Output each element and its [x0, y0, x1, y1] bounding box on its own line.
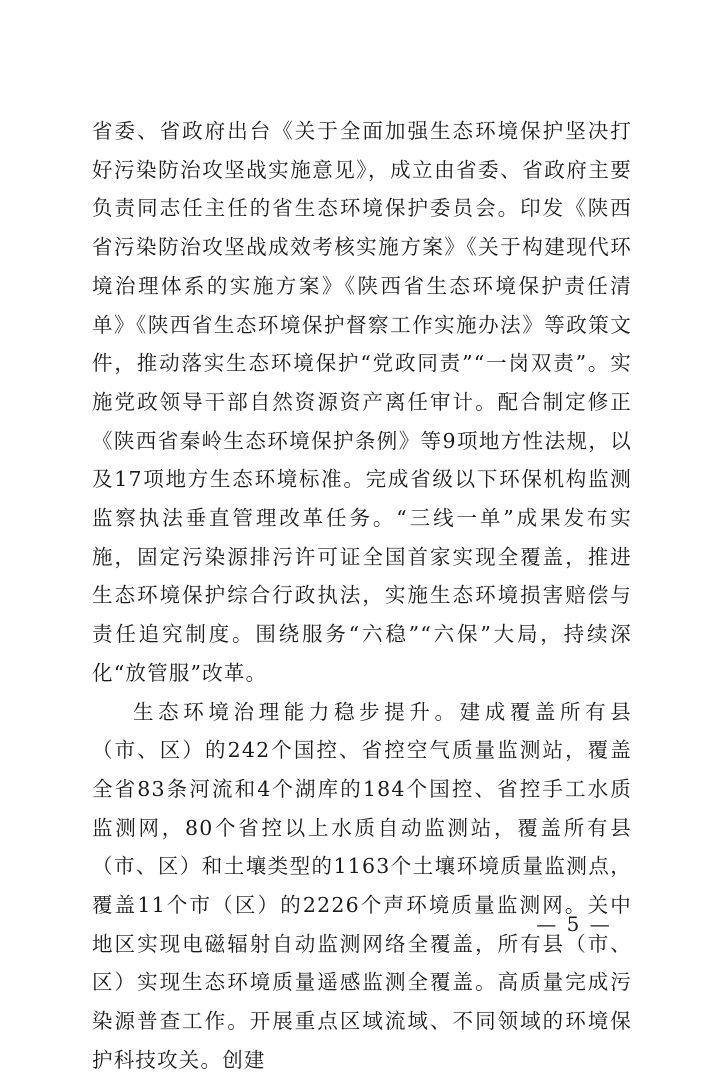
page-number: — 5 —	[536, 912, 612, 936]
paragraph-continued: 省委、省政府出台《关于全面加强生态环境保护坚决打好污染防治攻坚战实施意见》，成立由省委、省政府主要负责同志任主任的省生态环境保护委员会。印发《陕西省污染防治攻坚战成效考核实施方案》《关于构建现代环境治理体系的实施方案》《陕西省生态环境保护责任清单》《陕西省生态环境保护督察工作实施办法》等政策文件，推动落实生态环境保护“党政同责”“一岗双责”。实施党政领导干部自然资源资产离任审计。配合制定修正《陕西省秦岭生态环境保护条例》等9项地方性法规，以及17项地方生态环境标准。完成省级以下环保机构监测监察执法垂直管理改革任务。“三线一单”成果发布实施，固定污染源排污许可证全国首家实现全覆盖，推进生态环境保护综合行政执法，实施生态环境损害赔偿与责任追究制度。围绕服务“六稳”“六保”大局，持续深化“放管服”改革。	[92, 119, 632, 685]
paragraph-governance-capacity: 生态环境治理能力稳步提升。建成覆盖所有县（市、区）的242个国控、省控空气质量监测站，覆盖全省83条河流和4个湖库的184个国控、省控手工水质监测网，80个省控以上水质自动监测站，覆盖所有县（市、区）和土壤类型的1163个土壤环境质量监测点，覆盖11个市（区）的2226个声环境质量监测网。关中地区实现电磁辐射自动监测网络全覆盖，所有县（市、区）实现生态环境质量遥感监测全覆盖。高质量完成污染源普查工作。开展重点区域流域、不同领域的环境保护科技攻关。创建	[92, 699, 632, 1072]
